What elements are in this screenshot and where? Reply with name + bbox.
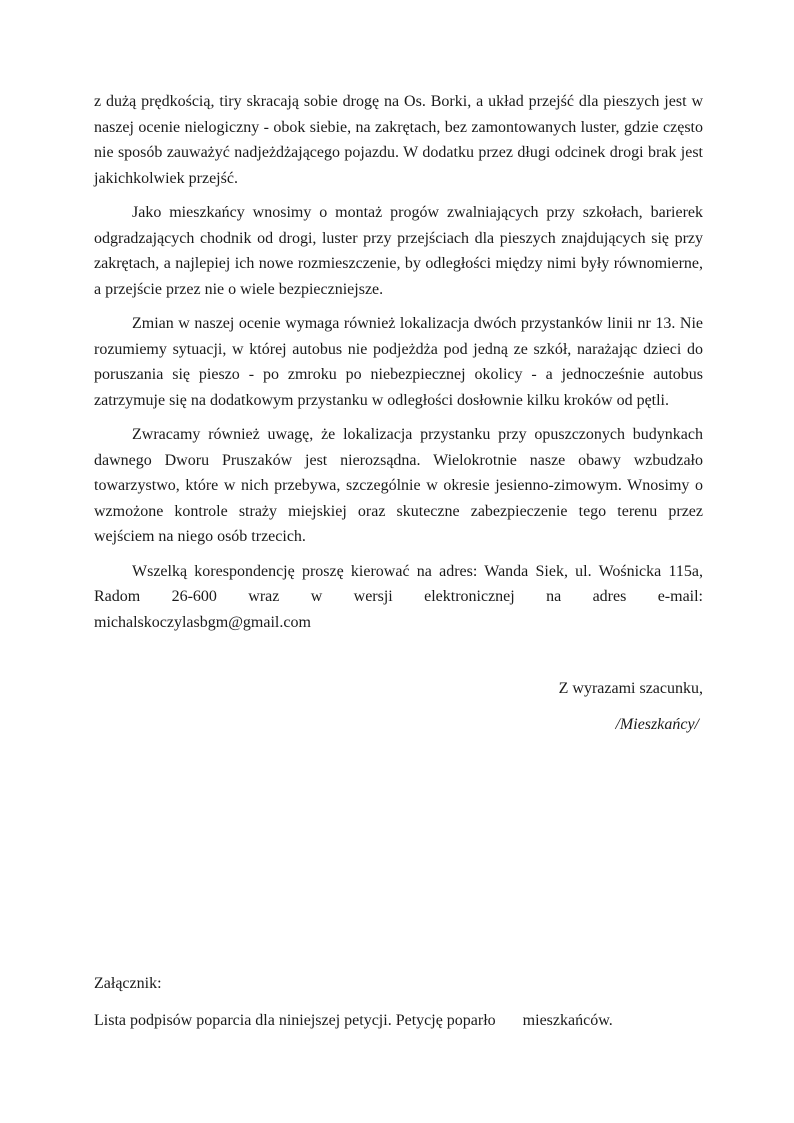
- body-paragraph-2: Jako mieszkańcy wnosimy o montaż progów zwalniających przy szkołach, barierek odgradzających chodnik od drogi, luster przy przejściach dla pieszych znajdujących się przy zakrętach, a najlepiej ich nowe rozmieszczenie, by odległości między nimi były równomierne, a przejście przez nie o wiele bezpieczniejsze.: [94, 204, 703, 298]
- closing-signature: /Mieszkańcy/: [615, 715, 699, 733]
- closing-salutation: Z wyrazami szacunku,: [558, 680, 703, 697]
- body-paragraph-3: Zmian w naszej ocenie wymaga również lokalizacja dwóch przystanków linii nr 13. Nie rozumiemy sytuacji, w której autobus nie podjeżdża pod jedną ze szkół, narażając dzieci do poruszania się pieszo - po zmroku po niebezpiecznej okolicy - a jednocześnie autobus zatrzymuje się na dodatkowym przystanku w odległości dosłownie kilku kroków od pętli.: [94, 315, 703, 409]
- attachment-line-prefix: Lista podpisów poparcia dla niniejszej petycji. Petycję poparło: [94, 1011, 496, 1029]
- attachment-line-suffix: mieszkańców.: [522, 1011, 613, 1029]
- body-paragraph-1: z dużą prędkością, tiry skracają sobie drogę na Os. Borki, a układ przejść dla pieszych jest w naszej ocenie nielogiczny - obok siebie, na zakrętach, bez zamontowanych luster, gdzie często nie sposób zauważyć nadjeżdżającego pojazdu. W dodatku przez długi odcinek drogi brak jest jakichkolwiek przejść.: [94, 93, 703, 187]
- body-paragraph-4: Zwracamy również uwagę, że lokalizacja przystanku przy opuszczonych budynkach dawnego Dworu Pruszaków jest nierozsądna. Wielokrotnie nasze obawy wzbudzało towarzystwo, które w nich przebywa, szczególnie w okresie jesienno-zimowym. Wnosimy o wzmożone kontrole straży miejskiej oraz skuteczne zabezpieczenie tego terenu przez wejściem na niego osób trzecich.: [94, 426, 703, 545]
- body-paragraph-5-correspondence: Wszelką korespondencję proszę kierować na adres: Wanda Siek, ul. Wośnicka 115a, Radom 26-600 wraz w wersji elektronicznej na adres e-mail: michalskoczylasbgm@gmail.com: [94, 562, 703, 631]
- attachment-label: Załącznik:: [94, 975, 162, 992]
- attachment-line: [94, 1008, 703, 1034]
